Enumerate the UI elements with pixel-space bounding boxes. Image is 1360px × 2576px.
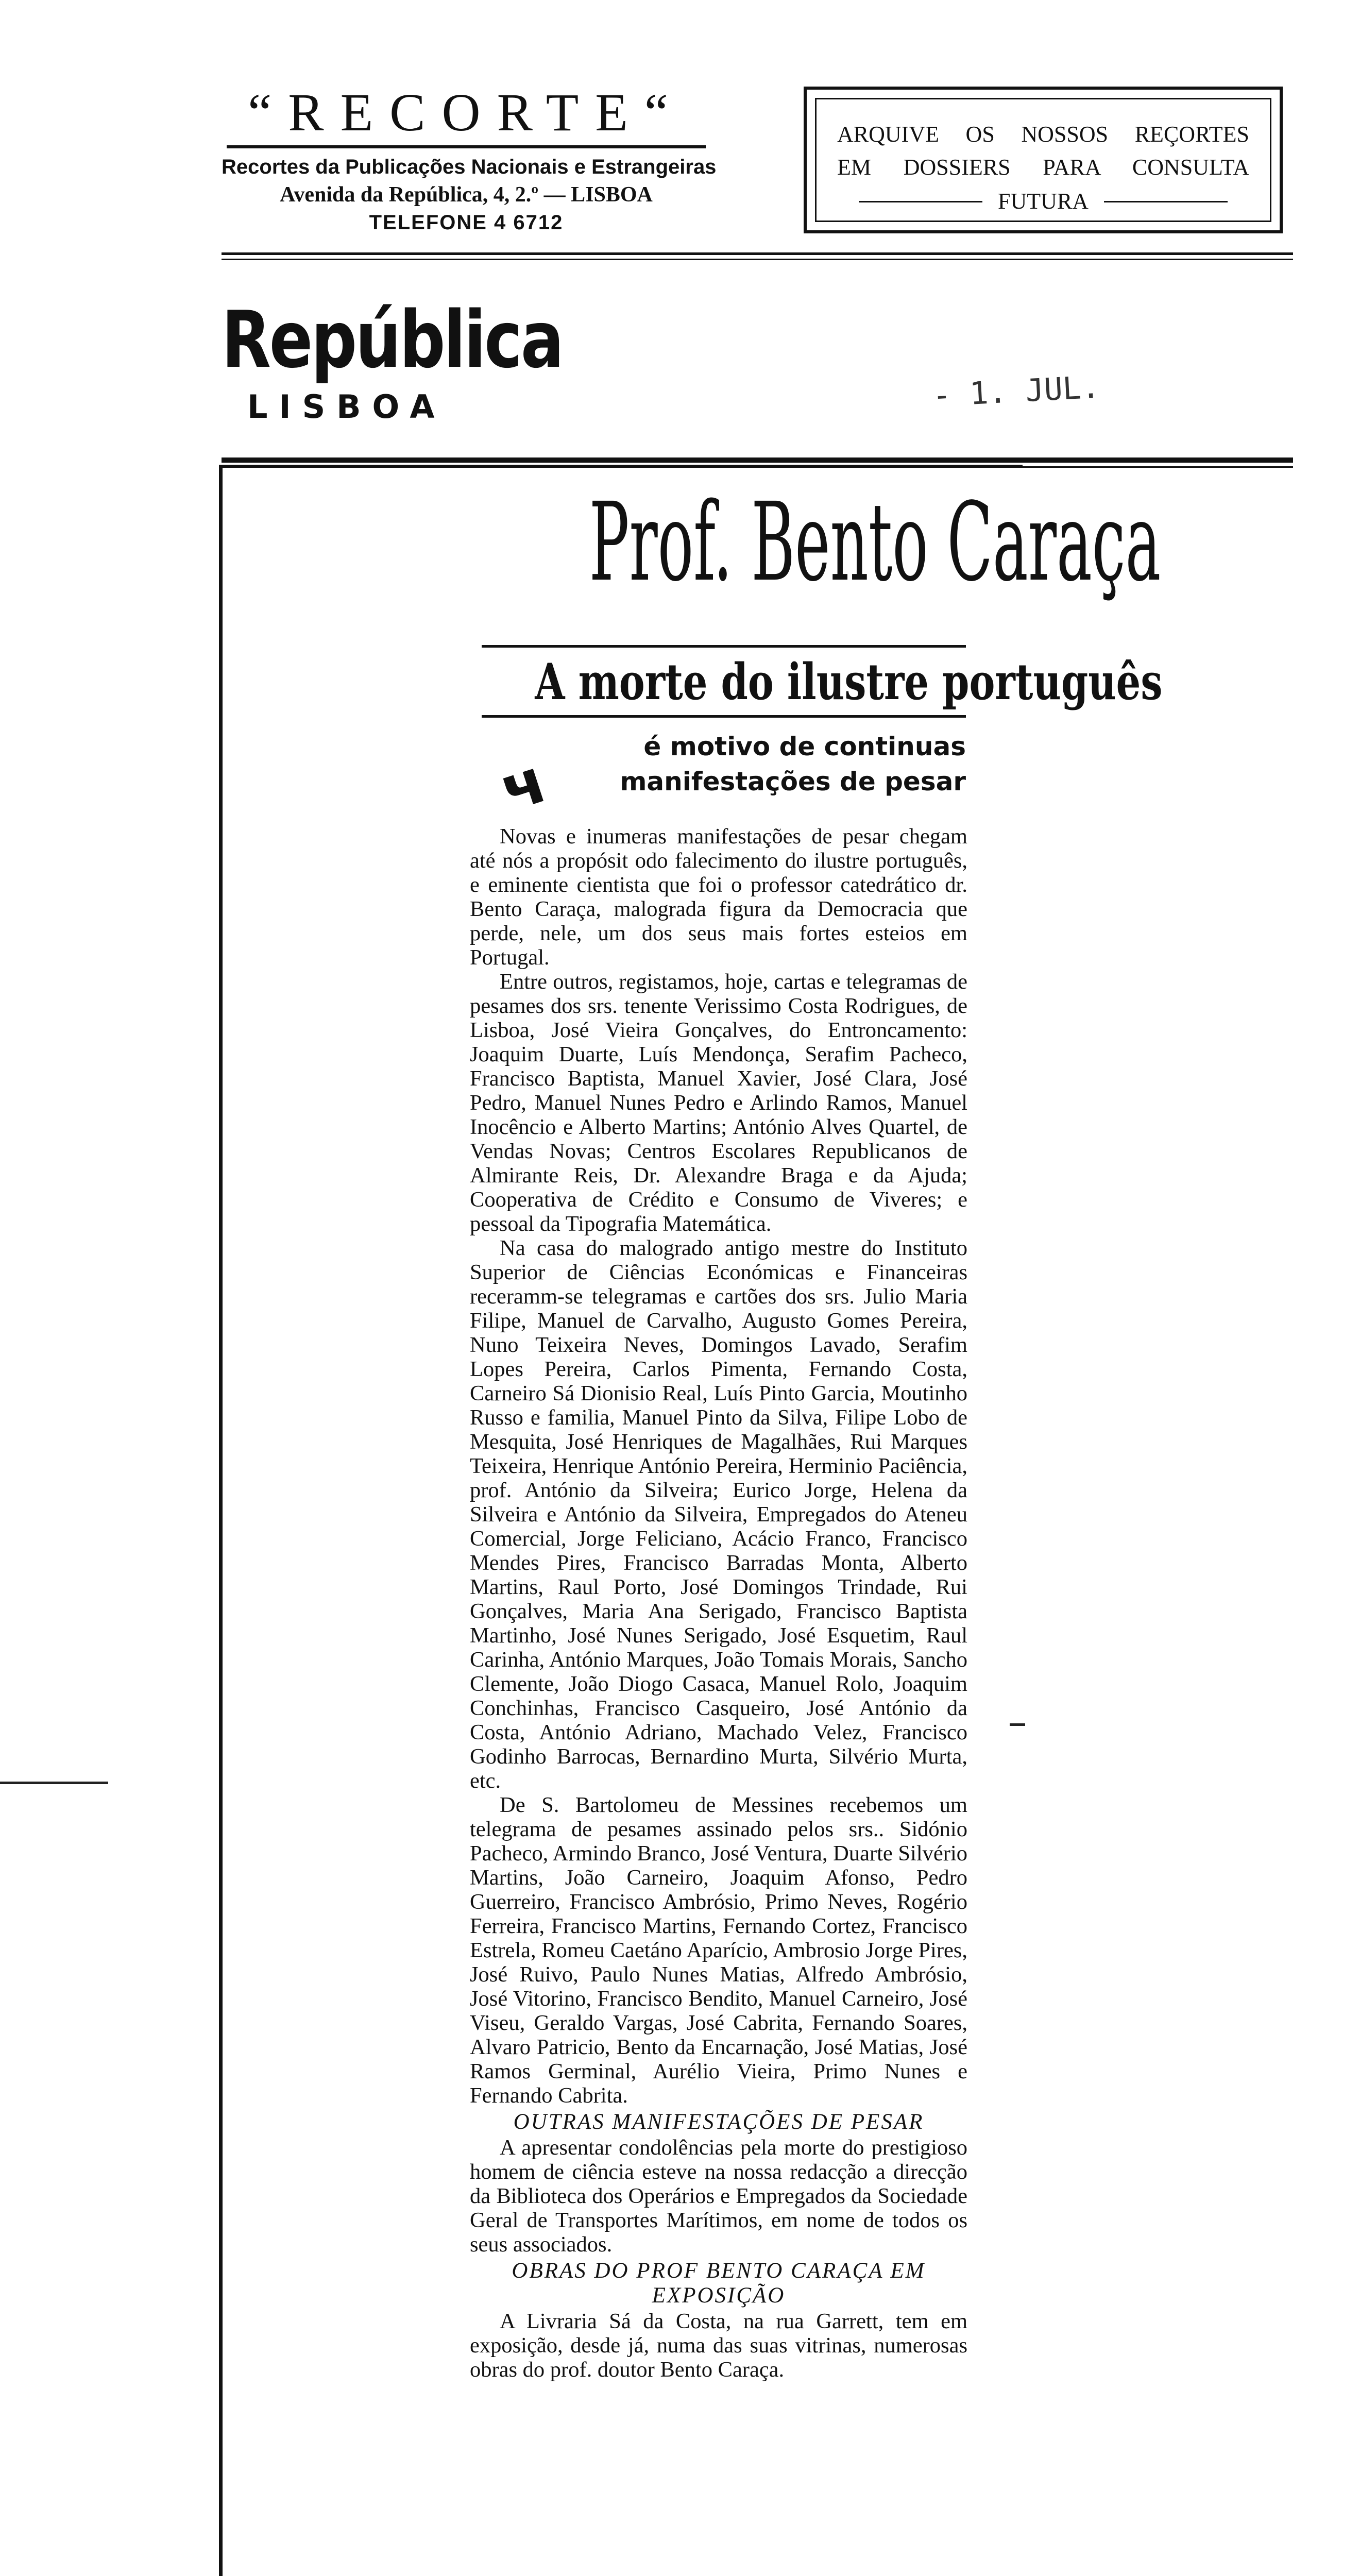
archive-notice-line: ARQUIVE OS NOSSOS REÇORTES (837, 122, 1249, 147)
clipping-service-telephone: TELEFONE 4 6712 (369, 211, 564, 234)
scan-artifact-line (1010, 1723, 1025, 1726)
date-stamp: - 1. JUL. (931, 369, 1101, 414)
clipping-edge (219, 465, 223, 2576)
divider (227, 145, 706, 148)
subheadline-divider (482, 715, 966, 718)
section-heading: OBRAS DO PROF BENTO CARAÇA EM EXPOSIÇÃO (512, 2259, 926, 2308)
archive-notice-footer (817, 185, 1270, 218)
clipping-service-subtitle: Recortes da Publicações Nacionais e Estrangeiras (222, 156, 717, 178)
divider (859, 201, 982, 202)
clipping-service-title: “RECORTE“ (248, 83, 685, 142)
clipping-service-address: Avenida da República, 4, 2.º — LISBOA (280, 183, 653, 207)
newspaper-city: LISBOA (247, 388, 446, 426)
header-divider (222, 259, 1293, 260)
clipping-edge (219, 465, 1023, 467)
archive-notice-line: EM DOSSIERS PARA CONSULTA (837, 155, 1249, 180)
article-paragraph: De S. Bartolomeu de Messines recebemos um telegrama de pesames assinado pelos srs.. Sidónio Pacheco, Armindo Branco, José Ventura, Duarte Silvério Martins, João Carneiro, Joaquim Afonso, Pedro Guerreiro, Francisco Ambrósio, Primo Neves, Rogério Ferreira, Francisco Martins, Fernando Cortez, Francisco Estrela, Romeu Caetáno Aparício, Ambrosio Jorge Pires, José Ruivo, Paulo Nunes Matias, Alfredo Ambrósio, José Vitorino, Francisco Bendito, Manuel Carneiro, José Viseu, Geraldo Vargas, José Cabrita, Fernando Soares, Alvaro Patricio, Bento da Encarnação, José Matias, José Ramos Germinal, Aurélio Vieira, Primo Nunes e Fernando Cabrita. (470, 1793, 967, 2108)
masthead-divider (222, 457, 1293, 463)
archive-notice-box (804, 87, 1283, 233)
article-paragraph: Novas e inumeras manifestações de pesar chegam até nós a propósit odo falecimento do ilustre português, e eminente cientista que foi o professor catedrático dr. Bento Caraça, malograda figura da Democracia que perde, nele, um dos seus mais fortes esteios em Portugal. (470, 824, 967, 970)
divider (1104, 201, 1228, 202)
handwritten-mark-icon: ч (492, 744, 555, 826)
archive-notice-inner-frame (815, 98, 1271, 222)
headline-container (479, 479, 1161, 618)
article-deck: é motivo de continuas manifestações de pesar (620, 732, 966, 796)
newspaper-name: República (222, 294, 563, 385)
article-paragraph: A apresentar condolências pela morte do prestigioso homem de ciência esteve na nossa redacção a direcção da Biblioteca dos Operários e Empregados da Sociedade Geral de Transportes Marítimos, em nome de todos os seus associados. (470, 2136, 967, 2257)
article-paragraph: Na casa do malogrado antigo mestre do Instituto Superior de Ciências Económicas e Financeiras receramm-se telegramas e cartões dos srs. Julio Maria Filipe, Manuel de Carvalho, Augusto Gomes Pereira, Nuno Teixeira Neves, Domingos Lavado, Serafim Lopes Pereira, Carlos Pimenta, Fernando Costa, Carneiro Sá Dionisio Real, Luís Pinto Garcia, Moutinho Russo e familia, Manuel Pinto da Silva, Filipe Lobo de Mesquita, José Henriques de Magalhães, Rui Marques Teixeira, Henrique António Pereira, Herminio Paciência, prof. António da Silveira; Eurico Jorge, Helena da Silveira e António da Silveira, Empregados do Ateneu Comercial, Jorge Feliciano, Acácio Franco, Francisco Mendes Pires, Francisco Barradas Monta, Alberto Martins, Raul Porto, José Domingos Trindade, Rui Gonçalves, Maria Ana Serigado, Francisco Baptista Martinho, José Nunes Serigado, José Esquetim, Raul Carinha, António Marques, João Tomais Morais, Sancho Clemente, João Diogo Casaca, Manuel Rolo, Joaquim Conchinhas, Francisco Casqueiro, José António da Costa, António Adriano, Machado Velez, Francisco Godinho Barrocas, Bernardino Murta, Silvério Murta, etc. (470, 1236, 967, 1793)
headline-divider (482, 645, 966, 648)
section-heading: OUTRAS MANIFESTAÇÕES DE PESAR (513, 2110, 924, 2134)
article-subheadline: A morte do ilustre português (535, 653, 1163, 711)
article-paragraph: Entre outros, registamos, hoje, cartas e telegramas de pesames dos srs. tenente Verissimo Costa Rodrigues, de Lisboa, José Vieira Gonçalves, do Entroncamento: Joaquim Duarte, Luís Mendonça, Serafim Pacheco, Francisco Baptista, Manuel Xavier, José Clara, José Pedro, Manuel Nunes Pedro e Arlindo Ramos, Manuel Inocêncio e Alberto Martins; António Alves Quartel, de Vendas Novas; Centros Escolares Republicanos de Almirante Reis, Dr. Alexandre Braga e da Ajuda; Cooperativa de Crédito e Consumo de Viveres; e pessoal da Tipografia Matemática. (470, 970, 967, 1236)
article-body (470, 824, 967, 2382)
archive-notice-line: FUTURA (997, 189, 1089, 214)
clipping-service-header (222, 82, 717, 236)
article-headline: Prof. Bento Caraça (589, 479, 1161, 605)
header-divider (222, 252, 1293, 255)
scan-artifact-line (0, 1782, 108, 1784)
article-paragraph: A Livraria Sá da Costa, na rua Garrett, tem em exposição, desde já, numa das suas vitrinas, numerosas obras do prof. doutor Bento Caraça. (470, 2309, 967, 2382)
